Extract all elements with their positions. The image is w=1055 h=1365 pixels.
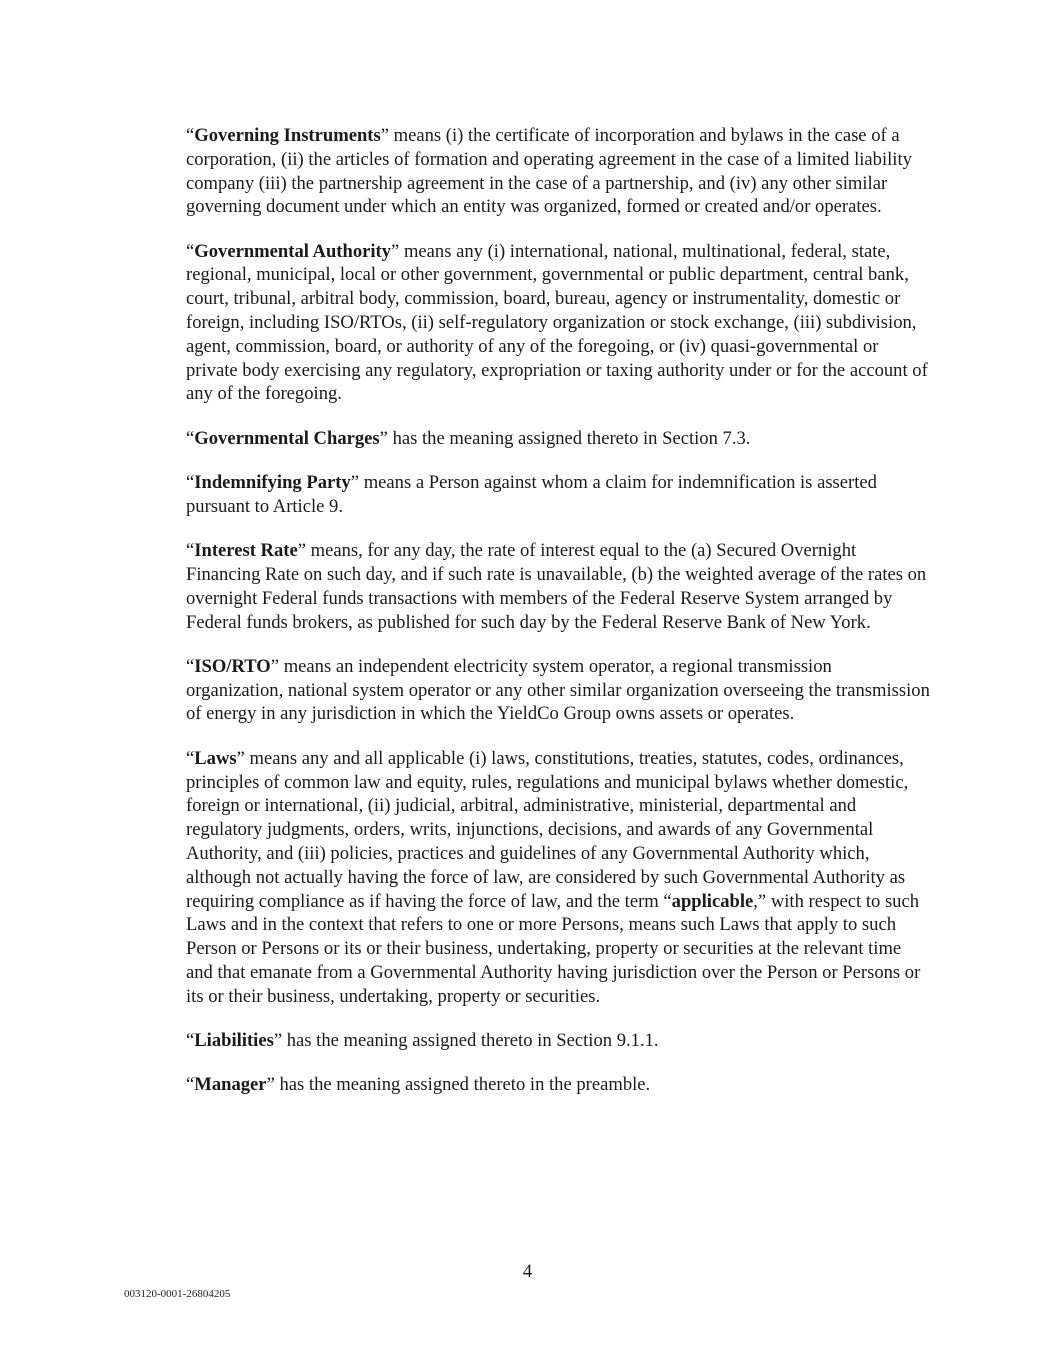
defined-term: Governmental Charges xyxy=(194,427,380,449)
definition-laws: “Laws” means any and all applicable (i) laws, constitutions, treaties, statutes, codes, ordinances, principles of common law and equity, rules, regulations and municipal bylaws whether domestic, foreign or international, (ii) judicial, arbitral, administrative, ministerial, departmental and regulatory judgments, orders, writs, injunctions, decisions, and awards of any Governmental Authority, and (iii) policies, practices and guidelines of any Governmental Authority which, although not actually having the force of law, are considered by such Governmental Authority as requiring compliance as if having the force of law, and the term “applicable,” with respect to such Laws and in the context that refers to one or more Persons, means such Laws that apply to such Person or Persons or its or their business, undertaking, property or securities at the relevant time and that emanate from a Governmental Authority having jurisdiction over the Person or Persons or its or their business, undertaking, property or securities. xyxy=(186,747,921,1007)
definition-text: has the meaning assigned thereto in Section 9.1.1. xyxy=(282,1030,659,1051)
definition-interest-rate: “Interest Rate” means, for any day, the rate of interest equal to the (a) Secured Overnight Financing Rate on such day, and if such rate is unavailable, (b) the weighted average of the rates on overnight Federal funds transactions with members of the Federal Reserve System arranged by Federal funds brokers, as published for such day by the Federal Reserve Bank of New York. xyxy=(186,540,927,633)
defined-term: Manager xyxy=(194,1074,267,1096)
definition-governing-instruments: “Governing Instruments” means (i) the certificate of incorporation and bylaws in the case of a corporation, (ii) the articles of formation and operating agreement in the case of a limited liability company (iii) the partnership agreement in the case of a partnership, and (iv) any other similar governing document under which an entity was organized, formed or created and/or operates. xyxy=(186,125,912,218)
definition-manager: “Manager” has the meaning assigned thereto in the preamble. xyxy=(186,1074,651,1096)
definition-text: means, for any day, the rate of interest equal to the (a) Secured Overnight Financing Rate on such day, and if such rate is unavailable, (b) the weighted average of the rates on overnight Federal funds transactions with members of the Federal Reserve System arranged by Federal funds brokers, as published for such day by the Federal Reserve Bank of New York. xyxy=(186,540,927,633)
definition-text: means an independent electricity system operator, a regional transmission organization, national system operator or any other similar organization overseeing the transmission of energy in any jurisdiction in which the YieldCo Group owns assets or operates. xyxy=(186,655,930,725)
document-id: 003120-0001-26804205 xyxy=(124,1288,231,1300)
definition-governmental-charges: “Governmental Charges” has the meaning assigned thereto in Section 7.3. xyxy=(186,427,751,449)
inner-defined-term: applicable xyxy=(671,890,754,912)
defined-term: Governmental Authority xyxy=(194,240,392,262)
definition-text: means (i) the certificate of incorporation and bylaws in the case of a corporation, (ii) the articles of formation and operating agreement in the case of a limited liability company (iii) the partnership agreement in the case of a partnership, and (iv) any other similar governing document under which an entity was organized, formed or created and/or operates. xyxy=(186,125,912,218)
definition-text: has the meaning assigned thereto in Section 7.3. xyxy=(387,427,751,449)
definition-indemnifying-party: “Indemnifying Party” means a Person against whom a claim for indemnification is asserted pursuant to Article 9. xyxy=(186,472,877,517)
defined-term: Interest Rate xyxy=(194,540,298,562)
definition-liabilities: “Liabilities” has the meaning assigned thereto in Section 9.1.1. xyxy=(186,1030,659,1051)
definition-text: means any and all applicable (i) laws, constitutions, treaties, statutes, codes, ordinances, principles of common law and equity, rules, regulations and municipal bylaws whether domestic, foreign or international, (ii) judicial, arbitral, administrative, ministerial, departmental and regulatory judgments, orders, writs, injunctions, decisions, and awards of any Governmental Authority, and (iii) policies, practices and guidelines of any Governmental Authority which, although not actually having the force of law, are considered by such Governmental Authority as requiring compliance as if having the force of law, and the term “ xyxy=(186,747,909,912)
definition-text: means a Person against whom a claim for indemnification is asserted pursuant to Article 9. xyxy=(186,472,877,517)
definition-text: has the meaning assigned thereto in the preamble. xyxy=(274,1074,651,1096)
defined-term: Indemnifying Party xyxy=(194,472,351,494)
definition-text: means any (i) international, national, multinational, federal, state, regional, municipal, local or other government, governmental or public department, central bank, court, tribunal, arbitral body, commission, board, bureau, agency or instrumentality, domestic or foreign, including ISO/RTOs, (ii) self-regulatory organization or stock exchange, (iii) subdivision, agent, commission, board, or authority of any of the foregoing, or (iv) quasi-governmental or private body exercising any regulatory, expropriation or taxing authority under or for the account of any of the foregoing. xyxy=(186,240,928,405)
defined-term: Governing Instruments xyxy=(194,125,381,146)
defined-term: Laws xyxy=(194,747,237,769)
defined-term: Liabilities xyxy=(194,1030,274,1051)
defined-term: ISO/RTO xyxy=(194,655,271,677)
definition-text-continued: ,” with respect to such Laws and in the context that refers to one or more Persons, means such Laws that apply to such Person or Persons or its or their business, undertaking, property or securities at the relevant time and that emanate from a Governmental Authority having jurisdiction over the Person or Persons or its or their business, undertaking, property or securities. xyxy=(186,890,921,1007)
page-number: 4 xyxy=(522,1261,533,1282)
definition-governmental-authority: “Governmental Authority” means any (i) international, national, multinational, federal, state, regional, municipal, local or other government, governmental or public department, central bank, court, tribunal, arbitral body, commission, board, bureau, agency or instrumentality, domestic or foreign, including ISO/RTOs, (ii) self-regulatory organization or stock exchange, (iii) subdivision, agent, commission, board, or authority of any of the foregoing, or (iv) quasi-governmental or private body exercising any regulatory, expropriation or taxing authority under or for the account of any of the foregoing. xyxy=(186,240,928,405)
definitions-section xyxy=(186,124,931,1118)
definition-iso-rto: “ISO/RTO” means an independent electricity system operator, a regional transmission organization, national system operator or any other similar organization overseeing the transmission of energy in any jurisdiction in which the YieldCo Group owns assets or operates. xyxy=(186,655,930,725)
